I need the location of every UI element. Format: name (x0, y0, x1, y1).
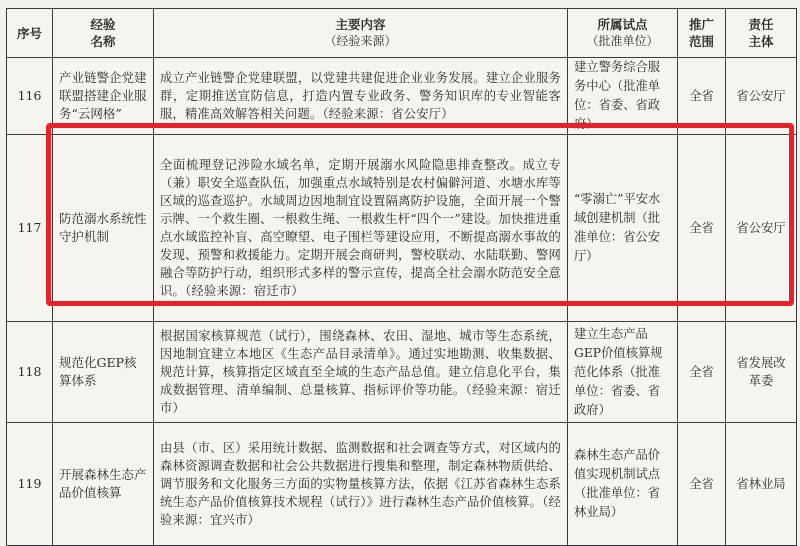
table-row (7, 135, 797, 322)
header-no: 序号 (7, 9, 53, 58)
responsible-body: 省林业局 (726, 423, 797, 546)
header-resp-line2: 主体 (748, 34, 774, 49)
experience-name: 开展森林生态产品价值核算 (53, 423, 154, 546)
experience-name: 产业链警企党建联盟搭建企业服务“云网格” (53, 58, 154, 135)
experience-content-text: 由县（市、区）采用统计数据、监测数据和社会调查等方式，对区域内的森林资源调查数据和社会公共数据进行搜集和整理，制定森林物质供给、调节服务和文化服务三方面的实物量核算方法，依据《江苏省森林生态系统生态产品价值核算技术规程（试行）》进行森林生态产品价值核算。（经验来源：宜兴市） (160, 441, 561, 527)
experience-content (154, 423, 568, 546)
header-unit-line2: （批准单位） (586, 34, 659, 48)
table-row (7, 423, 797, 546)
pilot-unit: 建立生态产品GEP价值核算规范化体系（批准单位：省委、省政府） (568, 322, 678, 423)
responsible-body: 省发展改革委 (726, 322, 797, 423)
pilot-unit: “零溺亡”平安水域创建机制（批准单位：省公安厅） (568, 135, 678, 322)
header-name (53, 9, 154, 58)
experience-content (154, 322, 568, 423)
header-scope (678, 9, 726, 58)
pilot-unit: 森林生态产品价值实现机制试点（批准单位：省林业局） (568, 423, 678, 546)
header-unit (568, 9, 678, 58)
experience-content (154, 58, 568, 135)
header-name-line1: 经验 (90, 17, 116, 32)
row-number: 119 (7, 423, 53, 546)
pilot-unit: 建立警务综合服务中心（批准单位：省委、省政府） (568, 58, 678, 135)
experience-content-text: 根据国家核算规范（试行），围绕森林、农田、湿地、城市等生态系统，因地制宜建立本地区《生态产品目录清单》。通过实地勘测、收集数据、规范计算，核算指定区域直至全域的生态产品总值。建立信息化平台，集成数据管理、清单编制、总量核算、指标评价等功能。（经验来源：宿迁市） (160, 329, 561, 415)
experience-name: 防范溺水系统性守护机制 (53, 135, 154, 322)
experience-name: 规范化GEP核算体系 (53, 322, 154, 423)
promotion-scope: 全省 (678, 135, 726, 322)
promotion-scope: 全省 (678, 322, 726, 423)
promotion-scope: 全省 (678, 423, 726, 546)
responsible-body: 省公安厅 (726, 135, 797, 322)
table-header-row (7, 9, 797, 58)
experience-content-text: 成立产业链警企党建联盟，以党建共建促进企业业务发展。建立企业服务群，定期推送宣防信息，打造内置专业政务、警务知识库的专业智能客服，精准高效解答相关问题。（经验来源：省公安厅） (160, 71, 561, 121)
header-content (154, 9, 568, 58)
header-scope-line1: 推广 (688, 17, 714, 32)
experience-content-text: 全面梳理登记涉险水域名单，定期开展溺水风险隐患排查整改。成立专（兼）职安全巡查队伍，加强重点水域特别是农村偏僻河道、水塘水库等区域的巡查巡护。水域周边因地制宜设置隔离防护设施，全面开展一个警示牌、一个救生圈、一根救生绳、一根救生杆“四个一”建设。加快推进重点水域监控补盲、高空瞭望、电子围栏等建设应用，不断提高溺水事故的发现、预警和救援能力。定期开展会商研判，警校联动、水陆联勤、警网融合等防护行动，组织形式多样的警示宣传，提高全社会溺水防范安全意识。（经验来源：宿迁市） (160, 158, 561, 298)
header-content-line2: （经验来源） (324, 34, 397, 48)
header-name-line2: 名称 (90, 34, 116, 49)
promotion-scope: 全省 (678, 58, 726, 135)
row-number: 118 (7, 322, 53, 423)
header-scope-line2: 范围 (688, 34, 714, 49)
header-content-line1: 主要内容 (335, 17, 386, 32)
table-row (7, 58, 797, 135)
table-row (7, 322, 797, 423)
header-unit-line1: 所属试点 (597, 17, 648, 32)
responsible-body: 省公安厅 (726, 58, 797, 135)
header-resp-line1: 责任 (748, 17, 774, 32)
document-page (6, 8, 796, 536)
experience-content (154, 135, 568, 322)
row-number: 117 (7, 135, 53, 322)
header-resp (726, 9, 797, 58)
experience-table (6, 8, 797, 546)
row-number: 116 (7, 58, 53, 135)
